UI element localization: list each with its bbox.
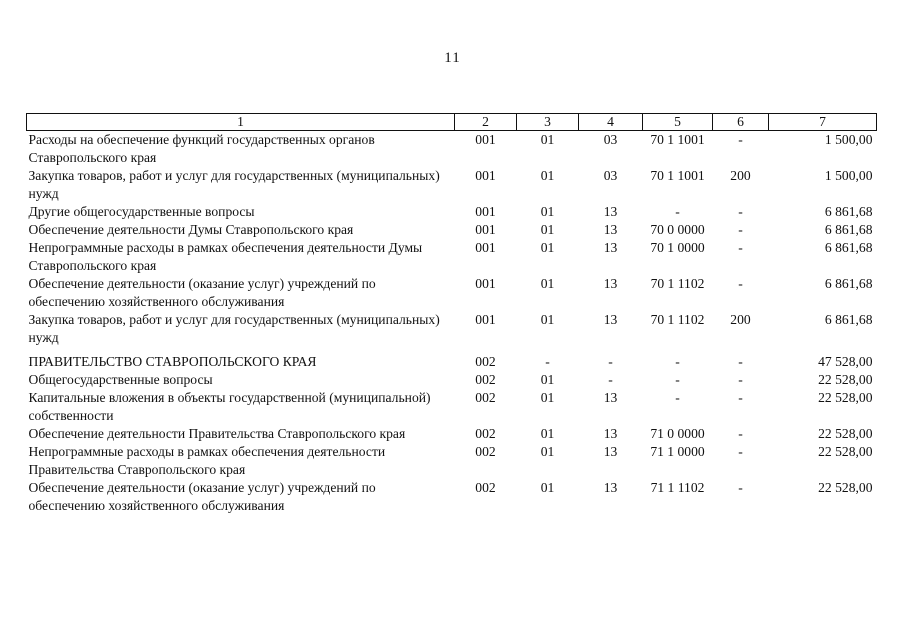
row-pr: 13	[603, 312, 618, 327]
table-row	[27, 167, 877, 203]
row-csr: 71 1 1102	[650, 480, 705, 495]
row-name: Непрограммные расходы в рамках обеспечения деятельности Думы Ставропольского края	[28, 240, 423, 273]
table-row	[27, 425, 877, 443]
row-rz: 01	[540, 444, 555, 459]
row-rz: -	[545, 354, 550, 369]
row-pr: 03	[603, 168, 618, 183]
row-vr: -	[738, 240, 743, 255]
table-row	[27, 389, 877, 425]
page-number: 11	[444, 50, 461, 66]
row-name: Обеспечение деятельности (оказание услуг) учреждений по обеспечению хозяйственного обслуживания	[28, 276, 376, 309]
table-row	[27, 371, 877, 389]
row-csr: 70 1 1102	[650, 276, 705, 291]
row-sum: 22 528,00	[818, 480, 873, 495]
table-row	[27, 479, 877, 515]
row-vr: -	[738, 204, 743, 219]
row-ved: 001	[475, 168, 496, 183]
row-name: Другие общегосударственные вопросы	[28, 204, 255, 219]
row-ved: 002	[475, 426, 496, 441]
row-rz: 01	[540, 240, 555, 255]
row-name: Расходы на обеспечение функций государственных органов Ставропольского края	[28, 132, 375, 165]
row-sum: 22 528,00	[818, 372, 873, 387]
header-col-1: 1	[27, 114, 455, 131]
row-sum: 22 528,00	[818, 390, 873, 405]
row-rz: 01	[540, 276, 555, 291]
row-rz: 01	[540, 204, 555, 219]
row-name: ПРАВИТЕЛЬСТВО СТАВРОПОЛЬСКОГО КРАЯ	[28, 354, 317, 369]
row-sum: 6 861,68	[824, 240, 873, 255]
row-ved: 001	[475, 240, 496, 255]
row-rz: 01	[540, 132, 555, 147]
row-pr: 13	[603, 426, 618, 441]
row-csr: 70 1 1001	[650, 132, 705, 147]
row-csr: -	[675, 204, 680, 219]
row-csr: 70 1 0000	[650, 240, 705, 255]
row-vr: -	[738, 444, 743, 459]
row-name: Обеспечение деятельности Правительства Ставропольского края	[28, 426, 406, 441]
row-name: Капитальные вложения в объекты государственной (муниципальной) собственности	[28, 390, 431, 423]
row-csr: 70 1 1102	[650, 312, 705, 327]
header-col-2: 2	[455, 114, 517, 131]
row-pr: 13	[603, 480, 618, 495]
row-vr: -	[738, 426, 743, 441]
row-csr: -	[675, 390, 680, 405]
row-ved: 001	[475, 204, 496, 219]
row-rz: 01	[540, 426, 555, 441]
row-csr: -	[675, 372, 680, 387]
row-pr: 13	[603, 204, 618, 219]
row-sum: 6 861,68	[824, 204, 873, 219]
row-rz: 01	[540, 480, 555, 495]
row-vr: -	[738, 372, 743, 387]
row-pr: -	[608, 372, 613, 387]
row-sum: 47 528,00	[818, 354, 873, 369]
row-sum: 6 861,68	[824, 222, 873, 237]
row-pr: -	[608, 354, 613, 369]
row-ved: 001	[475, 132, 496, 147]
row-name: Обеспечение деятельности (оказание услуг) учреждений по обеспечению хозяйственного обслуживания	[28, 480, 376, 513]
header-row	[27, 114, 877, 131]
row-vr: 200	[730, 168, 751, 183]
row-sum: 22 528,00	[818, 444, 873, 459]
row-vr: -	[738, 132, 743, 147]
row-pr: 03	[603, 132, 618, 147]
row-ved: 002	[475, 372, 496, 387]
table-row	[27, 221, 877, 239]
row-vr: -	[738, 276, 743, 291]
row-name: Общегосударственные вопросы	[28, 372, 213, 387]
row-pr: 13	[603, 240, 618, 255]
row-vr: -	[738, 354, 743, 369]
row-name: Закупка товаров, работ и услуг для государственных (муниципальных) нужд	[28, 312, 440, 345]
header-col-5: 5	[643, 114, 713, 131]
row-csr: -	[675, 354, 680, 369]
row-sum: 6 861,68	[824, 276, 873, 291]
row-ved: 002	[475, 390, 496, 405]
table-row	[27, 347, 877, 371]
table-header	[27, 114, 877, 131]
budget-table	[26, 113, 877, 515]
header-col-4: 4	[579, 114, 643, 131]
header-col-7: 7	[769, 114, 877, 131]
row-csr: 71 0 0000	[650, 426, 705, 441]
table-row	[27, 443, 877, 479]
row-rz: 01	[540, 312, 555, 327]
row-sum: 22 528,00	[818, 426, 873, 441]
row-name: Непрограммные расходы в рамках обеспечения деятельности Правительства Ставропольского края	[28, 444, 386, 477]
row-sum: 1 500,00	[824, 168, 873, 183]
row-sum: 6 861,68	[824, 312, 873, 327]
row-ved: 001	[475, 276, 496, 291]
row-ved: 002	[475, 480, 496, 495]
table-row	[27, 203, 877, 221]
table-row	[27, 131, 877, 168]
row-ved: 001	[475, 312, 496, 327]
row-pr: 13	[603, 222, 618, 237]
header-col-6: 6	[713, 114, 769, 131]
row-csr: 71 1 0000	[650, 444, 705, 459]
table-row	[27, 311, 877, 347]
row-pr: 13	[603, 444, 618, 459]
header-col-3: 3	[517, 114, 579, 131]
row-rz: 01	[540, 222, 555, 237]
row-ved: 002	[475, 444, 496, 459]
row-pr: 13	[603, 390, 618, 405]
row-csr: 70 0 0000	[650, 222, 705, 237]
row-vr: -	[738, 480, 743, 495]
row-vr: -	[738, 222, 743, 237]
row-vr: 200	[730, 312, 751, 327]
row-csr: 70 1 1001	[650, 168, 705, 183]
table-row	[27, 275, 877, 311]
row-ved: 001	[475, 222, 496, 237]
row-name: Обеспечение деятельности Думы Ставропольского края	[28, 222, 354, 237]
table-body	[27, 131, 877, 516]
row-rz: 01	[540, 372, 555, 387]
row-vr: -	[738, 390, 743, 405]
row-pr: 13	[603, 276, 618, 291]
table-row	[27, 239, 877, 275]
row-rz: 01	[540, 168, 555, 183]
row-name: Закупка товаров, работ и услуг для государственных (муниципальных) нужд	[28, 168, 440, 201]
row-rz: 01	[540, 390, 555, 405]
row-ved: 002	[475, 354, 496, 369]
row-sum: 1 500,00	[824, 132, 873, 147]
